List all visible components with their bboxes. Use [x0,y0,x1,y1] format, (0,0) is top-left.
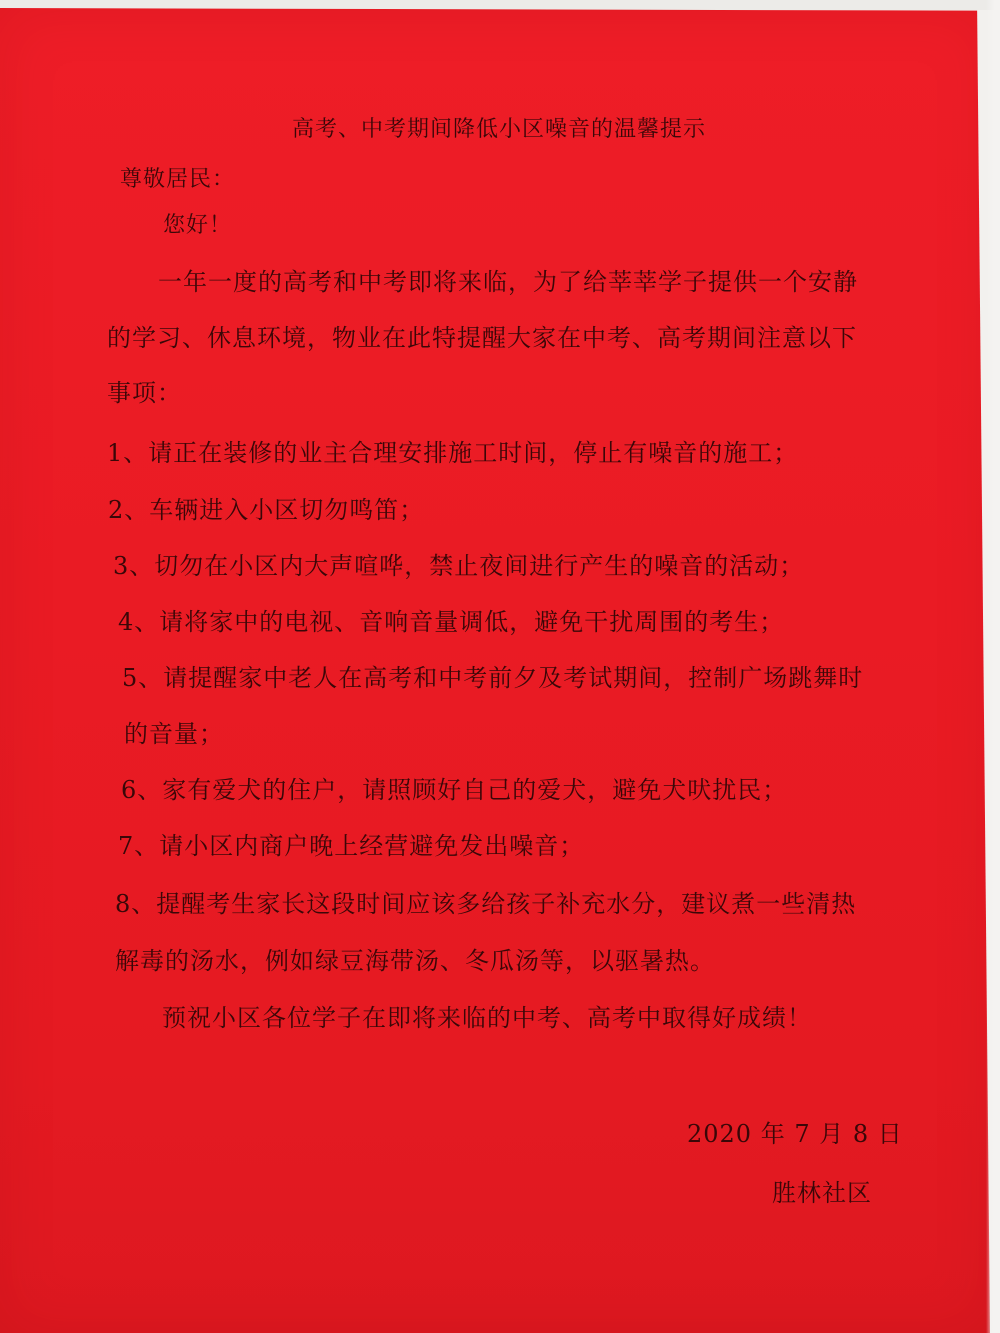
notice-title: 高考、中考期间降低小区噪音的温馨提示 [292,117,707,142]
closing-wish: 预祝小区各位学子在即将来临的中考、高考中取得好成绩！ [162,1004,812,1032]
notice-item-6: 6、家有爱犬的住户，请照顾好自己的爱犬，避免犬吠扰民； [121,776,788,804]
notice-date: 2020 年 7 月 8 日 [687,1120,903,1148]
notice-item-7: 7、请小区内商户晚上经营避免发出噪音； [118,832,585,860]
paper-right-edge [986,0,1000,1333]
notice-item-4: 4、请将家中的电视、音响音量调低，避免干扰周围的考生； [118,608,785,636]
notice-item-5-line-1: 5、请提醒家中老人在高考和中考前夕及考试期间，控制广场跳舞时 [122,664,864,692]
notice-item-8-line-1: 8、提醒考生家长这段时间应该多给孩子补充水分，建议煮一些清热 [115,890,857,918]
intro-line-2: 的学习、休息环境，物业在此特提醒大家在中考、高考期间注意以下 [107,324,857,352]
greeting: 您好！ [163,213,233,238]
notice-item-1: 1、请正在装修的业主合理安排施工时间，停止有噪音的施工； [107,439,799,467]
salutation: 尊敬居民： [120,167,236,192]
intro-line-1: 一年一度的高考和中考即将来临，为了给莘莘学子提供一个安静 [158,268,858,296]
notice-item-5-line-2: 的音量； [124,720,224,748]
notice-item-3: 3、切勿在小区内大声喧哗，禁止夜间进行产生的噪音的活动； [113,552,805,580]
notice-item-2: 2、车辆进入小区切勿鸣笛； [108,496,425,524]
intro-line-3: 事项： [107,379,182,407]
issuer-signature: 胜林社区 [772,1179,872,1207]
notice-item-8-line-2: 解毒的汤水，例如绿豆海带汤、冬瓜汤等，以驱暑热。 [115,947,715,975]
